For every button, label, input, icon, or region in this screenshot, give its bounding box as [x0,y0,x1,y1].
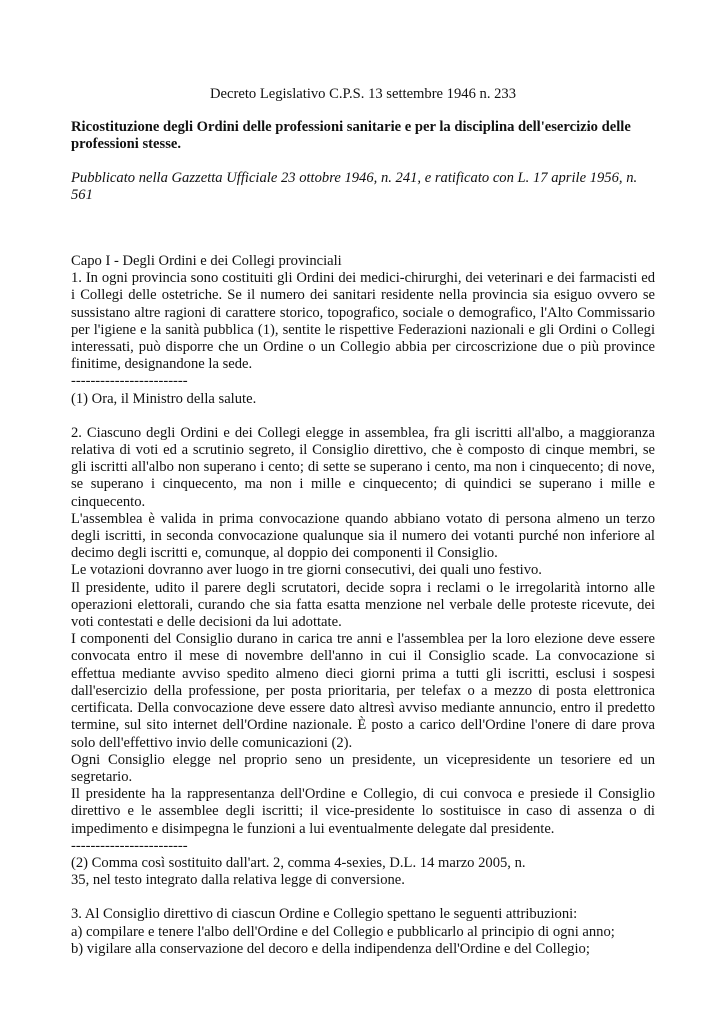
article-1: 1. In ogni provincia sono costituiti gli Ordini dei medici-chirurghi, dei veterinari e dei farmacisti ed i Collegi delle ostetriche. Se il numero dei sanitari residente nella provincia sia esiguo ovvero se sussistano altre ragioni di carattere storico, topografico, sociale o demografico, l'Alto Commissario per l'igiene e la sanità pubblica (1), sentite le rispettive Federazioni nazionali e gli Ordini o Collegi interessati, può disporre che un Ordine o un Collegio abbia per circoscrizione due o più province finitime, designandone la sede. [71,270,655,373]
article-3-intro: 3. Al Consiglio direttivo di ciascun Ordine e Collegio spettano le seguenti attribuzioni: [71,906,578,923]
paragraph-gap [71,889,655,906]
article-2-paragraph: Le votazioni dovranno aver luogo in tre giorni consecutivi, dei quali uno festivo. [71,562,542,579]
article-2-paragraph: Ogni Consiglio elegge nel proprio seno un presidente, un vicepresidente un tesoriere ed un segretario. [71,751,655,785]
footnote-separator: ------------------------ [71,373,188,390]
article-2-paragraph: 2. Ciascuno degli Ordini e dei Collegi elegge in assemblea, fra gli iscritti all'albo, a maggioranza relativa di voti ed a scrutinio segreto, il Consiglio direttivo, che è composto di cinque membri, se gli iscritti all'albo non superano i cento; di sette se superano i cento, ma non i cinquecento; di nove, se superano i cinquecento, ma non i mille e cinquecento; di quindici se superano i mille e cinquecento. [71,424,655,510]
document-page [71,86,655,958]
document-title: Decreto Legislativo C.P.S. 13 settembre 1946 n. 233 [209,86,517,102]
paragraph-gap [71,408,655,425]
document-subtitle: Ricostituzione degli Ordini delle professioni sanitarie e per la disciplina dell'esercizio delle professioni stesse. [71,119,631,153]
article-3-item-b: b) vigilare alla conservazione del decoro e della indipendenza dell'Ordine e del Collegio; [71,940,590,957]
footnote-1: (1) Ora, il Ministro della salute. [71,390,257,407]
footnote-separator: ------------------------ [71,837,188,854]
article-2-paragraph: Il presidente ha la rappresentanza dell'Ordine e Collegio, di cui convoca e presiede il Consiglio direttivo e le assemblee degli iscritti; il vice-presidente lo sostituisce in caso di assenza o di impedimento e disimpegna le funzioni a lui eventualmente delegate dal presidente. [71,786,655,837]
article-3-item-a: a) compilare e tenere l'albo dell'Ordine e del Collegio e pubblicarlo al principio di ogni anno; [71,923,615,940]
footnote-2: (2) Comma così sostituito dall'art. 2, comma 4-sexies, D.L. 14 marzo 2005, n. [71,854,526,871]
footnote-2-continued: 35, nel testo integrato dalla relativa legge di conversione. [71,872,405,889]
article-2-paragraph: I componenti del Consiglio durano in carica tre anni e l'assemblea per la loro elezione deve essere convocata entro il mese di novembre dell'anno in cui il Consiglio scade. La convocazione si effettua mediante avviso spedito almeno dieci giorni prima a tutti gli iscritti, esclusi i sospesi dall'esercizio della professione, per posta prioritaria, per telefax o a mezzo di posta elettronica certificata. Della convocazione deve essere dato altresì avviso mediante annuncio, entro il predetto termine, sul sito internet dell'Ordine nazionale. È posto a carico dell'Ordine l'onere di dare prova solo dell'effettivo invio delle comunicazioni (2). [71,631,655,751]
chapter-heading: Capo I - Degli Ordini e dei Collegi provinciali [71,253,342,270]
article-2-paragraph: L'assemblea è valida in prima convocazione quando abbiano votato di persona almeno un terzo degli iscritti, in seconda convocazione qualunque sia il numero dei votanti purché non inferiore al decimo degli iscritti e, comunque, al doppio dei componenti il Consiglio. [71,510,655,562]
publication-note: Pubblicato nella Gazzetta Ufficiale 23 ottobre 1946, n. 241, e ratificato con L. 17 aprile 1956, n. 561 [71,169,638,203]
article-2-paragraph: Il presidente, udito il parere degli scrutatori, decide sopra i reclami o le irregolarità intorno alle operazioni elettorali, curando che sia fatta esatta menzione nel verbale delle proteste ricevute, dei voti contestati e delle decisioni da lui adottate. [71,579,655,631]
